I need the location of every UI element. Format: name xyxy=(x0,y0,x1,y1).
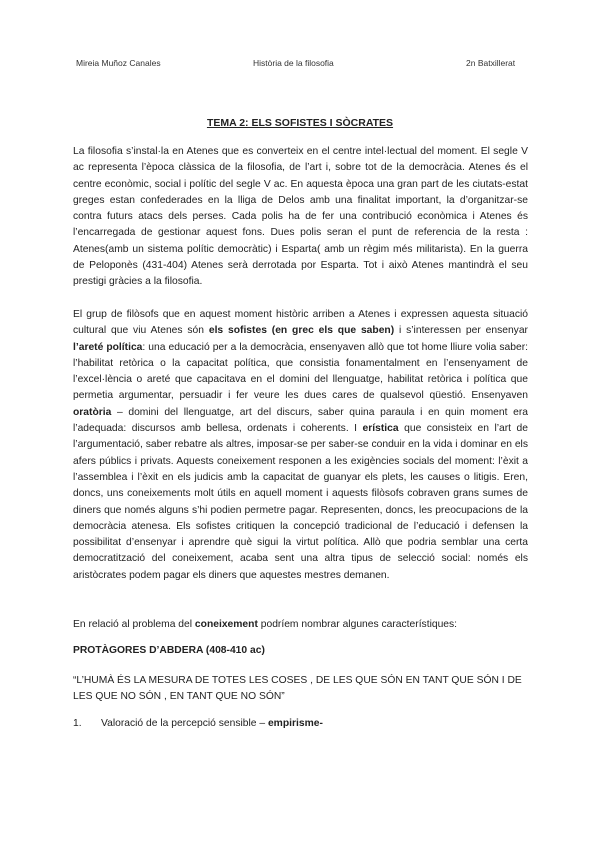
paragraph-text: que consisteix en l’art de l’argumentació, saber rebatre als altres, imposar-se per saber-se conduir en la vida i dominar en els afers públics i privats. Aquests coneixement responen a les exigències socials del moment: l’èxit a l’assemblea i l’èxit en els judicis amb la capacitat de guanyar els plets, les causes o litigis. Eren, doncs, uns coneixements molt útils en aquell moment i aquests filòsofs cobraven grans sumes de diners que només alguns s’hi podien permetre pagar. Representen, doncs, les preocupacions de la democràcia atenesa. Els sofistes critiquen la concepció tradicional de l’educació i defensen la possibilitat d’ensenyar i aprendre què sigui la virtut política. Allò que podria semblar una certa democratització del coneixement, acaba sent una altra tipus de selecció social: només els aristòcrates podem pagar els diners que aquestes mestres demanen. xyxy=(73,423,528,581)
list-item xyxy=(73,718,323,729)
paragraph-text: i s’interessen per ensenyar xyxy=(394,325,528,337)
list-item-bold: empirisme- xyxy=(267,718,323,729)
header-author: Mireia Muñoz Canales xyxy=(76,58,161,68)
bold-term-arete: l’areté política xyxy=(73,341,143,353)
paragraph-text: podríem nombrar algunes característiques: xyxy=(257,619,458,630)
document-title: TEMA 2: ELS SOFISTES I SÒCRATES xyxy=(206,117,394,129)
quote-protagores: “L’HUMÀ ÉS LA MESURA DE TOTES LES COSES , DE LES QUE SÓN EN TANT QUE SÓN I DE LES QUE NO SÓN , EN TANT QUE NO SÓN” xyxy=(73,675,522,703)
paragraph-intro: La filosofia s’instal·la en Atenes que es converteix en el centre intel·lectual del moment. El segle V ac representa l’època clàssica de la filosofia, de l’art i, sobre tot de la democràcia. Atenes és el centre econòmic, social i polític del segle V ac. En aquesta època una gran part de les ciutats-estat greges estan confederades en la lliga de Delos amb una finalitat important, la d’organitzar-se contra futurs atacs dels perses. Cada polis ha de fer una contribució econòmica i Atenes és l’encarregada de gestionar aquest fons. Dues polis seran el punt de referencia de la resta : Atenes(amb un sistema polític democràtic) i Esparta( amb un règim més militarista). En la guerra de Peloponès (431-404) Atenes serà derrotada por Esparta. Tot i això Atenes mantindrà el seu prestigi gràcies a la filosofia. xyxy=(73,146,528,288)
header-course: 2n Batxillerat xyxy=(466,58,516,68)
list-item-text: Valoració de la percepció sensible – xyxy=(101,718,268,729)
paragraph-text: – domini del llenguatge, art del discurs, saber quina paraula i en quin moment era l’adequada: discursos amb bellesa, ordenats i coherents. I xyxy=(73,406,528,435)
paragraph-coneixement xyxy=(73,617,528,633)
bold-term-oratoria: oratòria xyxy=(73,406,112,418)
paragraph-text: : una educació per a la democràcia, ensenyaven allò que tot home lliure volia saber: l’habilitat retòrica o la capacitat política, que consistia fonamentalment en l’ensenyament de l’excel·lència o areté que capacitava en el domini del llenguatge, habilitat retòrica i política que permetia argumentar, persuadir i fer veure les dues cares de qualsevol qüestió. Ensenyaven xyxy=(73,341,528,402)
header-subject: Història de la filosofia xyxy=(253,58,334,68)
list-item-number: 1. xyxy=(73,718,82,729)
bold-term-coneixement: coneixement xyxy=(194,619,258,630)
paragraph-text: En relació al problema del xyxy=(73,619,195,630)
subheading-protagores: PROTÀGORES D’ABDERA (408-410 ac) xyxy=(73,645,265,656)
bold-term-sofistes: els sofistes (en grec els que saben) xyxy=(208,325,395,337)
paragraph-sofistes xyxy=(73,307,528,584)
paragraph-text: El grup de filòsofs que en aquest moment històric arriben a Atenes i expressen aquesta situació cultural que viu Atenes són xyxy=(73,309,528,337)
bold-term-eristica: erística xyxy=(362,423,399,435)
